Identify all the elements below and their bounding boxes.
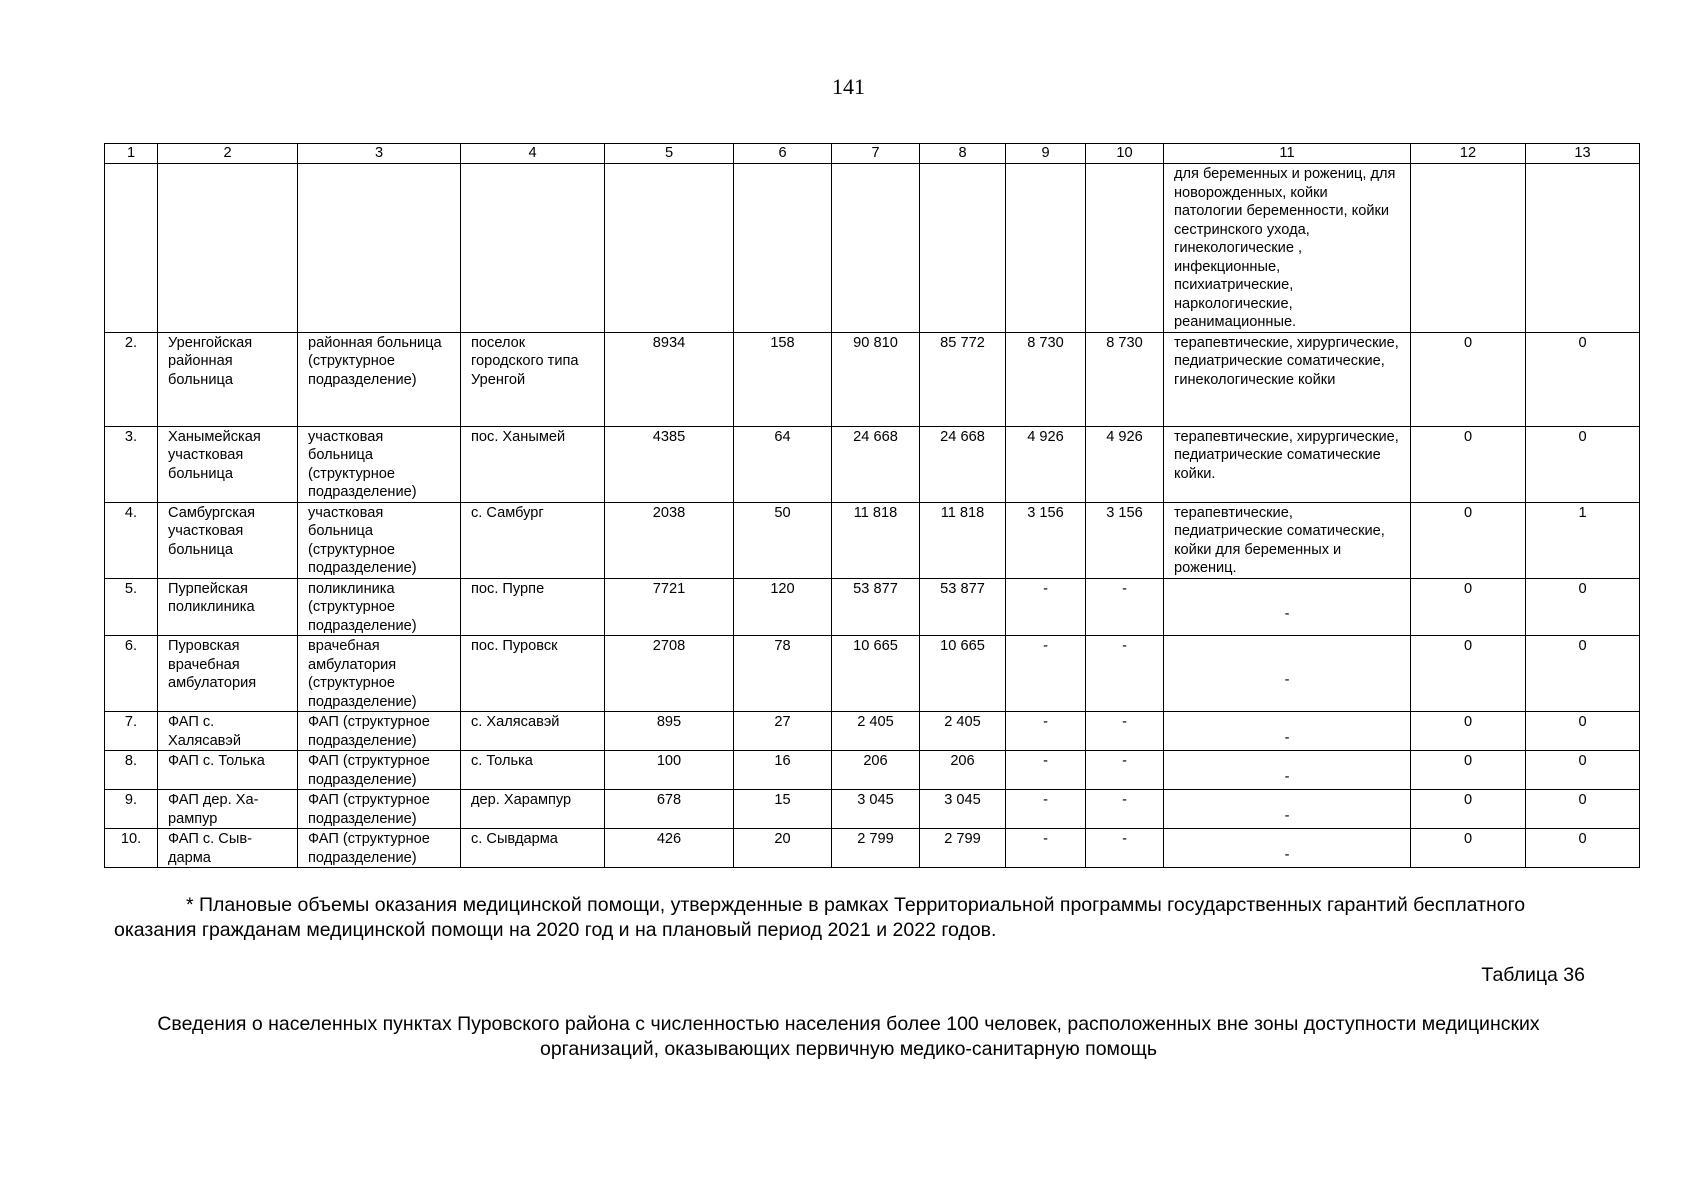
beds: 15 [734, 790, 832, 829]
value-col-13: 0 [1526, 578, 1640, 636]
row-number: 2. [105, 332, 158, 426]
bed-profiles-cell: - [1164, 751, 1411, 790]
beds: 50 [734, 502, 832, 578]
location: поселок городского типа Уренгой [461, 332, 605, 426]
page-number: 141 [832, 74, 865, 99]
table-row [105, 426, 1640, 502]
row-number: 8. [105, 751, 158, 790]
row-number: 3. [105, 426, 158, 502]
location: пос. Ханымей [461, 426, 605, 502]
organization-name: Пуровская врачебная амбулатория [158, 636, 298, 712]
value-col-12: 0 [1411, 751, 1526, 790]
value-col-9: 4 926 [1006, 426, 1086, 502]
organization-name: Ханымейская участковая больница [158, 426, 298, 502]
value-col-12: 0 [1411, 578, 1526, 636]
value-col-10: 8 730 [1086, 332, 1164, 426]
population: 7721 [605, 578, 734, 636]
value-col-8: 10 665 [920, 636, 1006, 712]
table-row [105, 636, 1640, 712]
population: 426 [605, 829, 734, 868]
value-col-9: 8 730 [1006, 332, 1086, 426]
bed-profiles-cell: терапевтические, педиатрические соматические, койки для беременных и рожениц. [1164, 502, 1411, 578]
beds: 64 [734, 426, 832, 502]
value-col-13: 1 [1526, 502, 1640, 578]
value-col-10: - [1086, 790, 1164, 829]
population: 2708 [605, 636, 734, 712]
organization-type: участковая больница (структурное подразделение) [298, 426, 461, 502]
value-col-13: 0 [1526, 790, 1640, 829]
value-col-10: - [1086, 712, 1164, 751]
organization-type: районная больница (структурное подразделение) [298, 332, 461, 426]
organization-name: ФАП с. Халясавэй [158, 712, 298, 751]
value-col-12: 0 [1411, 502, 1526, 578]
value-col-13: 0 [1526, 712, 1640, 751]
organization-name: ФАП с. Толька [158, 751, 298, 790]
value-col-9: - [1006, 712, 1086, 751]
value-col-12: 0 [1411, 332, 1526, 426]
location: пос. Пурпе [461, 578, 605, 636]
value-col-12: 0 [1411, 829, 1526, 868]
value-col-12: 0 [1411, 790, 1526, 829]
bed-profiles-cell: - [1164, 578, 1411, 636]
location: с. Халясавэй [461, 712, 605, 751]
value-col-13: 0 [1526, 332, 1640, 426]
value-col-12: 0 [1411, 712, 1526, 751]
column-header: 3 [298, 144, 461, 164]
value-col-10: - [1086, 829, 1164, 868]
organization-name: ФАП дер. Ха-рампур [158, 790, 298, 829]
bed-profiles-cell: - [1164, 829, 1411, 868]
bed-profiles-cell: для беременных и рожениц, для новорожденных, койки патологии беременности, койки сестринского ухода, гинекологические , инфекционные, психиатрические, наркологические, реанимационные. [1164, 164, 1411, 333]
value-col-13: 0 [1526, 426, 1640, 502]
column-header: 7 [832, 144, 920, 164]
table-row [105, 332, 1640, 426]
value-col-7: 2 405 [832, 712, 920, 751]
organization-type: участковая больница (структурное подразделение) [298, 502, 461, 578]
organization-name: Пурпейская поликлиника [158, 578, 298, 636]
bed-profiles-cell: терапевтические, хирургические, педиатрические соматические койки. [1164, 426, 1411, 502]
table-row [105, 502, 1640, 578]
value-col-10: - [1086, 636, 1164, 712]
medical-organizations-table [104, 143, 1640, 868]
value-col-9: 3 156 [1006, 502, 1086, 578]
value-col-7: 10 665 [832, 636, 920, 712]
row-number: 5. [105, 578, 158, 636]
table-label: Таблица 36 [1481, 964, 1585, 986]
column-header: 5 [605, 144, 734, 164]
organization-type: ФАП (структурное подразделение) [298, 790, 461, 829]
value-col-13: 0 [1526, 751, 1640, 790]
value-col-7: 2 799 [832, 829, 920, 868]
bed-profiles-cell: - [1164, 712, 1411, 751]
value-col-8: 85 772 [920, 332, 1006, 426]
organization-name: Самбургская участковая больница [158, 502, 298, 578]
beds: 16 [734, 751, 832, 790]
organization-name: ФАП с. Сыв-дарма [158, 829, 298, 868]
column-header: 1 [105, 144, 158, 164]
table-row [105, 578, 1640, 636]
value-col-7: 90 810 [832, 332, 920, 426]
organization-type: врачебная амбулатория (структурное подразделение) [298, 636, 461, 712]
value-col-7: 11 818 [832, 502, 920, 578]
value-col-9: - [1006, 578, 1086, 636]
location: с. Самбург [461, 502, 605, 578]
location: с. Сывдарма [461, 829, 605, 868]
table-row [105, 829, 1640, 868]
column-header: 9 [1006, 144, 1086, 164]
value-col-9: - [1006, 790, 1086, 829]
beds: 27 [734, 712, 832, 751]
table-row [105, 790, 1640, 829]
population: 4385 [605, 426, 734, 502]
value-col-12: 0 [1411, 636, 1526, 712]
population: 100 [605, 751, 734, 790]
value-col-8: 2 799 [920, 829, 1006, 868]
organization-type: ФАП (структурное подразделение) [298, 712, 461, 751]
organization-name: Уренгойская районная больница [158, 332, 298, 426]
value-col-9: - [1006, 751, 1086, 790]
row-number: 4. [105, 502, 158, 578]
row-number: 6. [105, 636, 158, 712]
column-header: 11 [1164, 144, 1411, 164]
row-number: 9. [105, 790, 158, 829]
value-col-12: 0 [1411, 426, 1526, 502]
organization-type: ФАП (структурное подразделение) [298, 829, 461, 868]
table-row [105, 751, 1640, 790]
beds: 78 [734, 636, 832, 712]
value-col-8: 2 405 [920, 712, 1006, 751]
beds: 120 [734, 578, 832, 636]
value-col-10: 3 156 [1086, 502, 1164, 578]
value-col-10: 4 926 [1086, 426, 1164, 502]
value-col-7: 24 668 [832, 426, 920, 502]
value-col-8: 24 668 [920, 426, 1006, 502]
column-header: 10 [1086, 144, 1164, 164]
value-col-8: 3 045 [920, 790, 1006, 829]
value-col-9: - [1006, 636, 1086, 712]
value-col-13: 0 [1526, 636, 1640, 712]
bed-profiles-cell: - [1164, 636, 1411, 712]
row-number: 7. [105, 712, 158, 751]
bed-profiles-cell: терапевтические, хирургические, педиатрические соматические, гинекологические койки [1164, 332, 1411, 426]
population: 678 [605, 790, 734, 829]
column-header: 12 [1411, 144, 1526, 164]
value-col-7: 3 045 [832, 790, 920, 829]
column-header: 4 [461, 144, 605, 164]
value-col-10: - [1086, 578, 1164, 636]
footnote: * Плановые объемы оказания медицинской помощи, утвержденные в рамках Территориальной программы государственных гарантий бесплатного оказания гражданам медицинской помощи на 2020 год и на плановый период 2021 и 2022 годов. [114, 894, 1526, 941]
organization-type: поликлиника (структурное подразделение) [298, 578, 461, 636]
value-col-8: 53 877 [920, 578, 1006, 636]
location: пос. Пуровск [461, 636, 605, 712]
bed-profiles-cell: - [1164, 790, 1411, 829]
population: 895 [605, 712, 734, 751]
value-col-9: - [1006, 829, 1086, 868]
table-header-row [105, 144, 1640, 164]
table-row [105, 712, 1640, 751]
row-number: 10. [105, 829, 158, 868]
beds: 158 [734, 332, 832, 426]
value-col-10: - [1086, 751, 1164, 790]
column-header: 2 [158, 144, 298, 164]
column-header: 8 [920, 144, 1006, 164]
location: дер. Харампур [461, 790, 605, 829]
table-row-continuation [105, 164, 1640, 333]
population: 8934 [605, 332, 734, 426]
population: 2038 [605, 502, 734, 578]
column-header: 6 [734, 144, 832, 164]
beds: 20 [734, 829, 832, 868]
column-header: 13 [1526, 144, 1640, 164]
value-col-13: 0 [1526, 829, 1640, 868]
location: с. Толька [461, 751, 605, 790]
value-col-8: 11 818 [920, 502, 1006, 578]
value-col-7: 53 877 [832, 578, 920, 636]
value-col-8: 206 [920, 751, 1006, 790]
value-col-7: 206 [832, 751, 920, 790]
table-caption: Сведения о населенных пунктах Пуровского района с численностью населения более 100 человек, расположенных вне зоны доступности медицинских организаций, оказывающих первичную медико-санитарную помощь [157, 1013, 1540, 1060]
organization-type: ФАП (структурное подразделение) [298, 751, 461, 790]
